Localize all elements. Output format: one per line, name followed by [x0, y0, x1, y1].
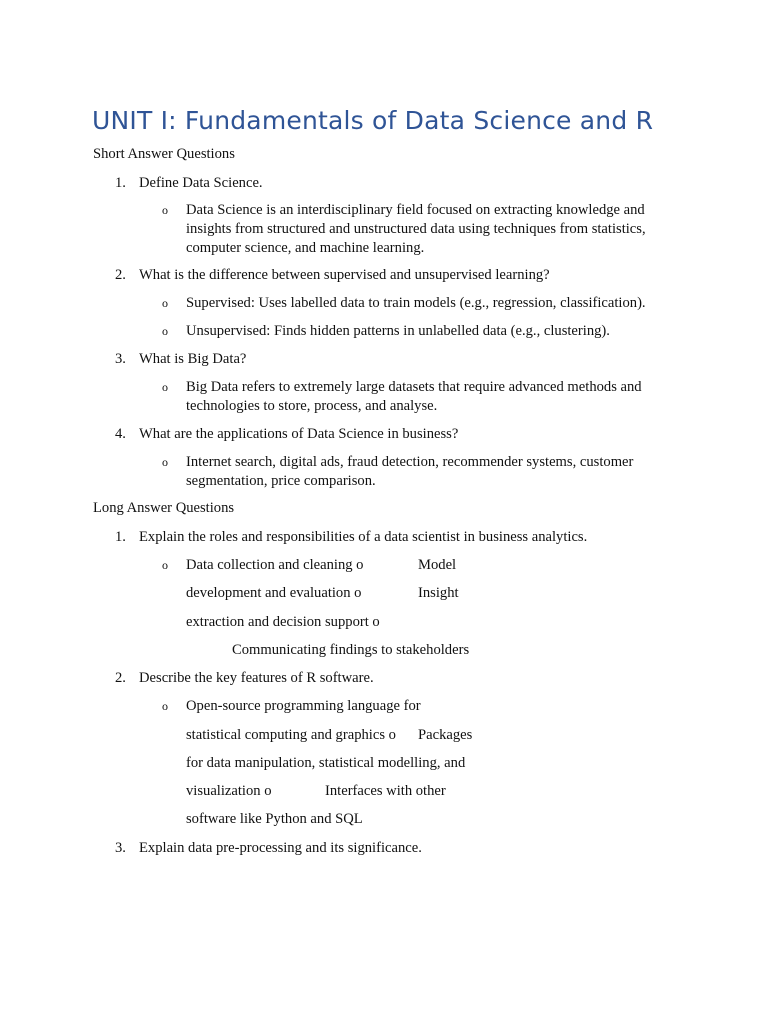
list-number: 2.	[115, 670, 126, 686]
question-text: Define Data Science.	[139, 175, 263, 191]
question-text: What are the applications of Data Science in business?	[139, 426, 459, 442]
section-heading-long: Long Answer Questions	[93, 500, 235, 516]
answer-text: Internet search, digital ads, fraud detection, recommender systems, customer segmentation, price comparison.	[186, 454, 634, 489]
question-text: Explain the roles and responsibilities of a data scientist in business analytics.	[139, 529, 588, 545]
list-number: 3.	[115, 351, 126, 367]
answer-text: for data manipulation, statistical modelling, and	[186, 755, 466, 771]
list-number: 4.	[115, 426, 126, 442]
answer-text: Model	[418, 557, 457, 573]
question-text: Describe the key features of R software.	[139, 670, 374, 686]
answer-text: Open-source programming language for	[186, 698, 421, 714]
answer-text: Data collection and cleaning o	[186, 557, 364, 573]
bullet-icon: o	[162, 558, 168, 572]
list-number: 1.	[115, 175, 126, 191]
question-text: What is Big Data?	[139, 351, 247, 367]
section-heading-short: Short Answer Questions	[93, 146, 235, 162]
answer-text: software like Python and SQL	[186, 811, 363, 827]
answer-text: Supervised: Uses labelled data to train models (e.g., regression, classification).	[186, 295, 646, 311]
answer-text: Big Data refers to extremely large datasets that require advanced methods and technologies to store, process, and analyse.	[186, 379, 642, 414]
answer-text: Interfaces with other	[325, 783, 446, 799]
answer-text: visualization o	[186, 783, 272, 799]
answer-text: development and evaluation o	[186, 585, 362, 601]
list-number: 3.	[115, 840, 126, 856]
question-text: Explain data pre-processing and its significance.	[139, 840, 422, 856]
bullet-icon: o	[162, 203, 168, 217]
answer-text: statistical computing and graphics o	[186, 727, 396, 743]
answer-text: Unsupervised: Finds hidden patterns in unlabelled data (e.g., clustering).	[186, 323, 610, 339]
question-text: What is the difference between supervised and unsupervised learning?	[139, 267, 550, 283]
page-title: UNIT I: Fundamentals of Data Science and R	[92, 106, 654, 135]
answer-text: Data Science is an interdisciplinary field focused on extracting knowledge and insights from structured and unstructured data using techniques from statistics, computer science, and machine learning.	[186, 202, 646, 256]
answer-text: Packages	[418, 727, 473, 743]
bullet-icon: o	[162, 699, 168, 713]
bullet-icon: o	[162, 324, 168, 338]
answer-text: Communicating findings to stakeholders	[232, 642, 470, 658]
bullet-icon: o	[162, 455, 168, 469]
answer-text: Insight	[418, 585, 459, 601]
list-number: 1.	[115, 529, 126, 545]
answer-text: extraction and decision support o	[186, 614, 380, 630]
bullet-icon: o	[162, 296, 168, 310]
list-number: 2.	[115, 267, 126, 283]
bullet-icon: o	[162, 380, 168, 394]
